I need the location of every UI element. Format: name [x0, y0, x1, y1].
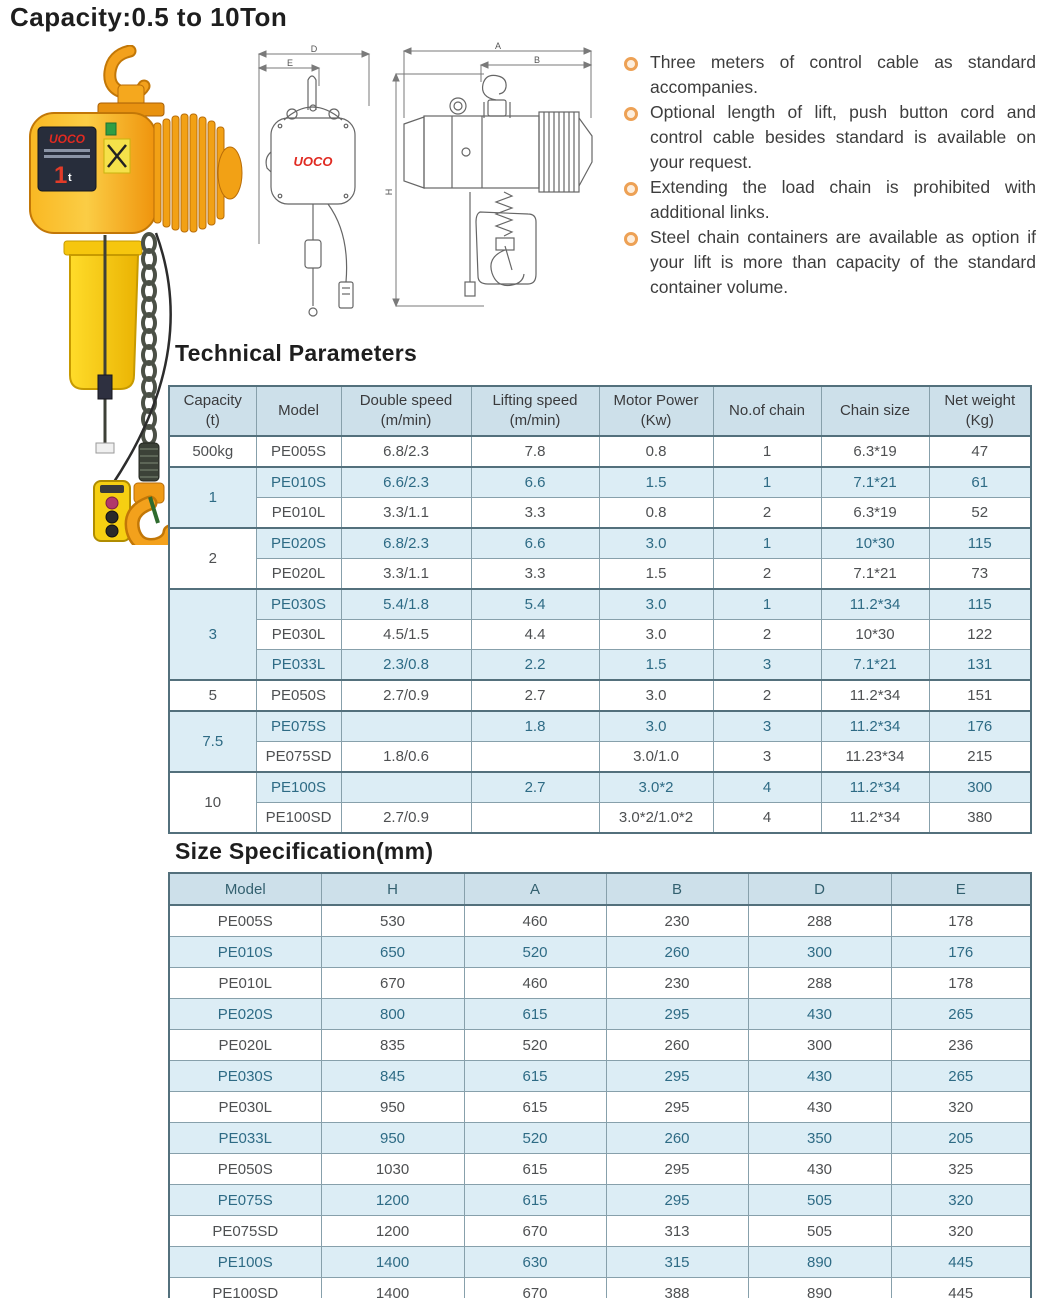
value-cell: 615	[464, 1154, 606, 1185]
model-cell: PE010S	[169, 937, 321, 968]
value-cell	[341, 772, 471, 803]
capacity-cell: 5	[169, 680, 256, 711]
value-cell	[471, 742, 599, 773]
value-cell: 6.8/2.3	[341, 436, 471, 467]
model-cell: PE010L	[169, 968, 321, 999]
model-cell: PE033L	[169, 1123, 321, 1154]
value-cell: 260	[606, 937, 748, 968]
value-cell: 265	[891, 1061, 1031, 1092]
size-spec-table	[168, 872, 1032, 1298]
value-cell: 2	[713, 620, 821, 650]
motor-endcap	[218, 147, 242, 199]
column-header: Net weight (Kg)	[929, 386, 1031, 436]
dim-label-d: D	[310, 44, 318, 54]
feature-item	[622, 100, 1036, 175]
load-chain	[143, 234, 155, 444]
value-cell: 3.0	[599, 680, 713, 711]
value-cell: 430	[748, 999, 891, 1030]
table-row	[169, 498, 1031, 529]
value-cell: 670	[464, 1278, 606, 1298]
value-cell: 295	[606, 1061, 748, 1092]
value-cell: 950	[321, 1092, 464, 1123]
feature-list	[622, 50, 1036, 300]
value-cell: 1200	[321, 1185, 464, 1216]
column-header: Capacity (t)	[169, 386, 256, 436]
model-cell: PE005S	[256, 436, 341, 467]
value-cell: 670	[321, 968, 464, 999]
dim-label-e: E	[286, 58, 294, 68]
value-cell: 460	[464, 905, 606, 937]
value-cell: 11.2*34	[821, 680, 929, 711]
value-cell: 615	[464, 1185, 606, 1216]
value-cell: 300	[748, 1030, 891, 1061]
pendant-button-top	[106, 497, 118, 509]
value-cell: 2	[713, 559, 821, 590]
value-cell: 4	[713, 772, 821, 803]
header-row	[169, 386, 1031, 436]
table-row	[169, 589, 1031, 620]
bullet-icon	[624, 232, 638, 246]
table-row	[169, 1030, 1031, 1061]
table-row	[169, 772, 1031, 803]
value-cell: 115	[929, 589, 1031, 620]
value-cell: 445	[891, 1247, 1031, 1278]
value-cell: 520	[464, 1030, 606, 1061]
value-cell: 295	[606, 1185, 748, 1216]
value-cell: 3.0	[599, 589, 713, 620]
value-cell: 1	[713, 436, 821, 467]
value-cell: 11.23*34	[821, 742, 929, 773]
value-cell: 47	[929, 436, 1031, 467]
value-cell: 7.1*21	[821, 559, 929, 590]
value-cell: 178	[891, 905, 1031, 937]
value-cell: 6.6	[471, 528, 599, 559]
model-cell: PE100S	[169, 1247, 321, 1278]
table-row	[169, 711, 1031, 742]
value-cell: 178	[891, 968, 1031, 999]
value-cell: 295	[606, 1092, 748, 1123]
value-cell: 615	[464, 1061, 606, 1092]
value-cell: 1200	[321, 1216, 464, 1247]
value-cell: 950	[321, 1123, 464, 1154]
value-cell: 1	[713, 528, 821, 559]
model-cell: PE100SD	[169, 1278, 321, 1298]
model-cell: PE005S	[169, 905, 321, 937]
capacity-cell: 1	[169, 467, 256, 528]
brand-logo-drawing: UOCO	[293, 154, 333, 169]
value-cell: 151	[929, 680, 1031, 711]
value-cell: 260	[606, 1030, 748, 1061]
value-cell: 7.1*21	[821, 467, 929, 498]
table-row	[169, 467, 1031, 498]
feature-text: Optional length of lift, push button cord and control cable besides standard is available on your request.	[650, 102, 1036, 172]
value-cell: 430	[748, 1154, 891, 1185]
motor-fins	[154, 114, 224, 232]
column-header: Chain size	[821, 386, 929, 436]
value-cell: 215	[929, 742, 1031, 773]
dim-label-h: H	[384, 188, 394, 196]
table-row	[169, 680, 1031, 711]
value-cell: 5.4/1.8	[341, 589, 471, 620]
value-cell: 2.2	[471, 650, 599, 681]
value-cell: 61	[929, 467, 1031, 498]
capacity-cell: 7.5	[169, 711, 256, 772]
model-cell: PE020L	[169, 1030, 321, 1061]
value-cell: 320	[891, 1092, 1031, 1123]
container-lid	[64, 241, 142, 255]
value-cell: 650	[321, 937, 464, 968]
capacity-cell: 2	[169, 528, 256, 589]
value-cell: 300	[929, 772, 1031, 803]
capacity-badge-unit: t	[68, 172, 72, 184]
table-row	[169, 650, 1031, 681]
value-cell: 615	[464, 1092, 606, 1123]
pendant-button-bottom	[106, 525, 118, 537]
value-cell: 2.7/0.9	[341, 680, 471, 711]
value-cell: 2	[713, 680, 821, 711]
value-cell: 388	[606, 1278, 748, 1298]
value-cell: 3.0*2	[599, 772, 713, 803]
value-cell: 800	[321, 999, 464, 1030]
value-cell: 430	[748, 1061, 891, 1092]
pendant-button-mid	[106, 511, 118, 523]
value-cell: 835	[321, 1030, 464, 1061]
dim-label-a: A	[494, 42, 502, 51]
table-row	[169, 528, 1031, 559]
value-cell: 73	[929, 559, 1031, 590]
value-cell: 6.8/2.3	[341, 528, 471, 559]
value-cell: 3.3	[471, 498, 599, 529]
value-cell: 1400	[321, 1278, 464, 1298]
column-header: Model	[169, 873, 321, 905]
value-cell: 0.8	[599, 436, 713, 467]
value-cell: 845	[321, 1061, 464, 1092]
column-header: Motor Power (Kw)	[599, 386, 713, 436]
value-cell: 445	[891, 1278, 1031, 1298]
column-header: Model	[256, 386, 341, 436]
value-cell: 3.0	[599, 528, 713, 559]
value-cell: 1	[713, 467, 821, 498]
value-cell: 3.0/1.0	[599, 742, 713, 773]
value-cell: 10*30	[821, 528, 929, 559]
value-cell: 230	[606, 905, 748, 937]
model-cell: PE010S	[256, 467, 341, 498]
value-cell: 1.8	[471, 711, 599, 742]
value-cell: 6.6/2.3	[341, 467, 471, 498]
model-cell: PE020S	[256, 528, 341, 559]
model-cell: PE030L	[169, 1092, 321, 1123]
table-row	[169, 1216, 1031, 1247]
value-cell: 6.6	[471, 467, 599, 498]
column-header: H	[321, 873, 464, 905]
value-cell: 131	[929, 650, 1031, 681]
value-cell: 315	[606, 1247, 748, 1278]
value-cell: 2.7	[471, 772, 599, 803]
value-cell: 6.3*19	[821, 436, 929, 467]
model-cell: PE100SD	[256, 803, 341, 834]
value-cell: 5.4	[471, 589, 599, 620]
value-cell: 1400	[321, 1247, 464, 1278]
model-cell: PE030L	[256, 620, 341, 650]
value-cell: 313	[606, 1216, 748, 1247]
value-cell	[341, 711, 471, 742]
model-cell: PE030S	[169, 1061, 321, 1092]
model-cell: PE075SD	[256, 742, 341, 773]
value-cell: 520	[464, 937, 606, 968]
capacity-cell: 3	[169, 589, 256, 680]
feature-text: Extending the load chain is prohibited with additional links.	[650, 177, 1036, 222]
value-cell: 3.3/1.1	[341, 559, 471, 590]
model-cell: PE050S	[169, 1154, 321, 1185]
size-tbody	[169, 905, 1031, 1298]
size-thead	[169, 873, 1031, 905]
value-cell: 530	[321, 905, 464, 937]
table-row	[169, 1061, 1031, 1092]
side-view-body	[404, 75, 592, 296]
bullet-icon	[624, 182, 638, 196]
table-row	[169, 999, 1031, 1030]
value-cell: 460	[464, 968, 606, 999]
value-cell: 176	[891, 937, 1031, 968]
value-cell: 3.0	[599, 711, 713, 742]
value-cell: 3	[713, 742, 821, 773]
table-row	[169, 1092, 1031, 1123]
value-cell	[471, 803, 599, 834]
value-cell: 3	[713, 650, 821, 681]
value-cell: 3.3/1.1	[341, 498, 471, 529]
table-row	[169, 1123, 1031, 1154]
table-row	[169, 436, 1031, 467]
value-cell: 11.2*34	[821, 772, 929, 803]
bullet-icon	[624, 107, 638, 121]
value-cell: 260	[606, 1123, 748, 1154]
capacity-cell: 10	[169, 772, 256, 833]
value-cell: 11.2*34	[821, 711, 929, 742]
value-cell: 10*30	[821, 620, 929, 650]
feature-text: Steel chain containers are available as option if your lift is more than capacity of the standard container volume.	[650, 227, 1036, 297]
column-header: A	[464, 873, 606, 905]
model-cell: PE075SD	[169, 1216, 321, 1247]
value-cell: 2.7	[471, 680, 599, 711]
value-cell: 505	[748, 1185, 891, 1216]
value-cell: 3.3	[471, 559, 599, 590]
dim-label-b: B	[533, 55, 541, 65]
value-cell: 115	[929, 528, 1031, 559]
model-cell: PE075S	[169, 1185, 321, 1216]
value-cell: 3.0*2/1.0*2	[599, 803, 713, 834]
model-cell: PE050S	[256, 680, 341, 711]
value-cell: 350	[748, 1123, 891, 1154]
front-view-body	[266, 76, 355, 316]
value-cell: 11.2*34	[821, 803, 929, 834]
table-row	[169, 803, 1031, 834]
feature-text: Three meters of control cable as standard accompanies.	[650, 52, 1036, 97]
tech-thead	[169, 386, 1031, 436]
value-cell: 4.4	[471, 620, 599, 650]
value-cell: 3	[713, 711, 821, 742]
capacity-cell: 500kg	[169, 436, 256, 467]
value-cell: 6.3*19	[821, 498, 929, 529]
model-cell: PE010L	[256, 498, 341, 529]
column-header: B	[606, 873, 748, 905]
value-cell: 1.5	[599, 650, 713, 681]
feature-item	[622, 225, 1036, 300]
value-cell: 3.0	[599, 620, 713, 650]
value-cell: 430	[748, 1092, 891, 1123]
green-sticker	[106, 123, 116, 135]
value-cell: 325	[891, 1154, 1031, 1185]
table-row	[169, 559, 1031, 590]
value-cell: 265	[891, 999, 1031, 1030]
feature-item	[622, 50, 1036, 100]
front-view-drawing	[256, 44, 374, 324]
table-row	[169, 1247, 1031, 1278]
value-cell: 4	[713, 803, 821, 834]
column-header: E	[891, 873, 1031, 905]
model-cell: PE030S	[256, 589, 341, 620]
value-cell: 1.8/0.6	[341, 742, 471, 773]
model-cell: PE020L	[256, 559, 341, 590]
feature-item	[622, 175, 1036, 225]
value-cell: 1.5	[599, 467, 713, 498]
value-cell: 1030	[321, 1154, 464, 1185]
page-title: Capacity:0.5 to 10Ton	[10, 2, 288, 32]
value-cell: 0.8	[599, 498, 713, 529]
table-row	[169, 1185, 1031, 1216]
model-cell: PE100S	[256, 772, 341, 803]
value-cell: 520	[464, 1123, 606, 1154]
header-row	[169, 873, 1031, 905]
value-cell: 295	[606, 999, 748, 1030]
value-cell: 615	[464, 999, 606, 1030]
value-cell: 890	[748, 1278, 891, 1298]
value-cell: 320	[891, 1185, 1031, 1216]
brand-logo-photo: UOCO	[49, 132, 85, 146]
value-cell: 52	[929, 498, 1031, 529]
value-cell: 7.1*21	[821, 650, 929, 681]
value-cell: 7.8	[471, 436, 599, 467]
table-row	[169, 742, 1031, 773]
column-header: Lifting speed (m/min)	[471, 386, 599, 436]
value-cell: 300	[748, 937, 891, 968]
model-cell: PE020S	[169, 999, 321, 1030]
value-cell: 230	[606, 968, 748, 999]
value-cell: 295	[606, 1154, 748, 1185]
tech-parameters-heading: Technical Parameters	[175, 340, 418, 366]
table-row	[169, 1154, 1031, 1185]
value-cell: 122	[929, 620, 1031, 650]
value-cell: 2	[713, 498, 821, 529]
column-header: No.of chain	[713, 386, 821, 436]
value-cell: 670	[464, 1216, 606, 1247]
value-cell: 11.2*34	[821, 589, 929, 620]
value-cell: 288	[748, 968, 891, 999]
table-row	[169, 937, 1031, 968]
model-cell: PE033L	[256, 650, 341, 681]
table-row	[169, 620, 1031, 650]
tech-tbody	[169, 436, 1031, 833]
value-cell: 288	[748, 905, 891, 937]
model-cell: PE075S	[256, 711, 341, 742]
value-cell: 890	[748, 1247, 891, 1278]
capacity-badge: 1	[54, 162, 68, 189]
side-view-drawing	[384, 42, 596, 317]
value-cell: 1	[713, 589, 821, 620]
size-spec-heading: Size Specification(mm)	[175, 838, 434, 864]
tech-parameters-table	[168, 385, 1032, 834]
value-cell: 205	[891, 1123, 1031, 1154]
value-cell: 505	[748, 1216, 891, 1247]
table-row	[169, 1278, 1031, 1298]
value-cell: 630	[464, 1247, 606, 1278]
value-cell: 320	[891, 1216, 1031, 1247]
column-header: Double speed (m/min)	[341, 386, 471, 436]
value-cell: 1.5	[599, 559, 713, 590]
value-cell: 380	[929, 803, 1031, 834]
value-cell: 4.5/1.5	[341, 620, 471, 650]
value-cell: 2.7/0.9	[341, 803, 471, 834]
column-header: D	[748, 873, 891, 905]
value-cell: 2.3/0.8	[341, 650, 471, 681]
value-cell: 236	[891, 1030, 1031, 1061]
value-cell: 176	[929, 711, 1031, 742]
bullet-icon	[624, 57, 638, 71]
table-row	[169, 968, 1031, 999]
table-row	[169, 905, 1031, 937]
